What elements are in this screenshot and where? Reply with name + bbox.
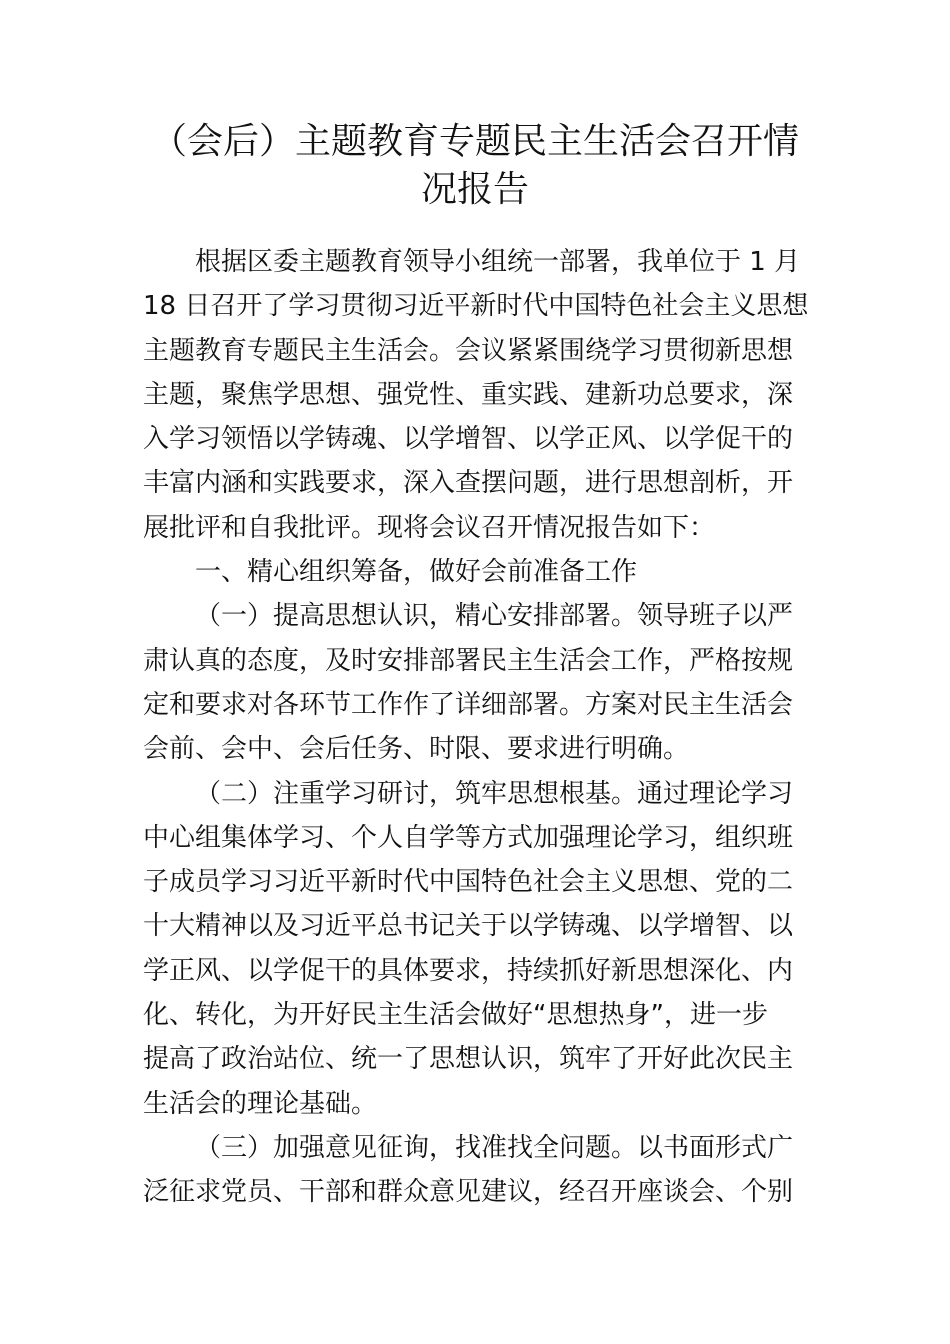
- body-line: 入学习领悟以学铸魂、以学增智、以学正风、以学促干的: [143, 424, 794, 455]
- body-line: 子成员学习习近平新时代中国特色社会主义思想、党的二: [143, 867, 794, 898]
- body-line: 丰富内涵和实践要求，深入查摆问题，进行思想剖析，开: [143, 468, 794, 499]
- title-line-2: 况报告: [420, 169, 529, 210]
- body-line: 定和要求对各环节工作作了详细部署。方案对民主生活会: [143, 689, 794, 720]
- body-line: 根据区委主题教育领导小组统一部署，我单位于 1 月: [195, 247, 801, 277]
- body-line: 主题，聚焦学思想、强党性、重实践、建新功总要求，深: [143, 379, 794, 410]
- body-line: 化、转化，为开好民主生活会做好“思想热身”，进一步: [143, 1000, 768, 1031]
- body-line: 展批评和自我批评。现将会议召开情况报告如下：: [143, 512, 716, 543]
- body-line: 肃认真的态度，及时安排部署民主生活会工作，严格按规: [143, 645, 794, 676]
- body-line: 十大精神以及习近平总书记关于以学铸魂、以学增智、以: [143, 911, 794, 942]
- body-line: 主题教育专题民主生活会。会议紧紧围绕学习贯彻新思想: [143, 335, 794, 366]
- body-line: （三）加强意见征询，找准找全问题。以书面形式广: [195, 1132, 794, 1163]
- body-line: （一）提高思想认识，精心安排部署。领导班子以严: [195, 601, 794, 632]
- body-line: 18 日召开了学习贯彻习近平新时代中国特色社会主义思想: [143, 291, 809, 322]
- body-line: 一、精心组织筹备，做好会前准备工作: [195, 557, 638, 588]
- document-title: [120, 118, 830, 214]
- body-line: 生活会的理论基础。: [143, 1088, 378, 1119]
- body-line: （二）注重学习研讨，筑牢思想根基。通过理论学习: [195, 778, 794, 809]
- body-line: 泛征求党员、干部和群众意见建议，经召开座谈会、个别: [143, 1177, 794, 1208]
- document-body: [143, 240, 809, 1215]
- body-line: 提高了政治站位、统一了思想认识，筑牢了开好此次民主: [143, 1044, 794, 1075]
- body-line: 中心组集体学习、个人自学等方式加强理论学习，组织班: [143, 822, 794, 853]
- title-line-1: （会后）主题教育专题民主生活会召开情: [150, 121, 799, 162]
- body-line: 会前、会中、会后任务、时限、要求进行明确。: [143, 734, 690, 765]
- body-line: 学正风、以学促干的具体要求，持续抓好新思想深化、内: [143, 955, 794, 986]
